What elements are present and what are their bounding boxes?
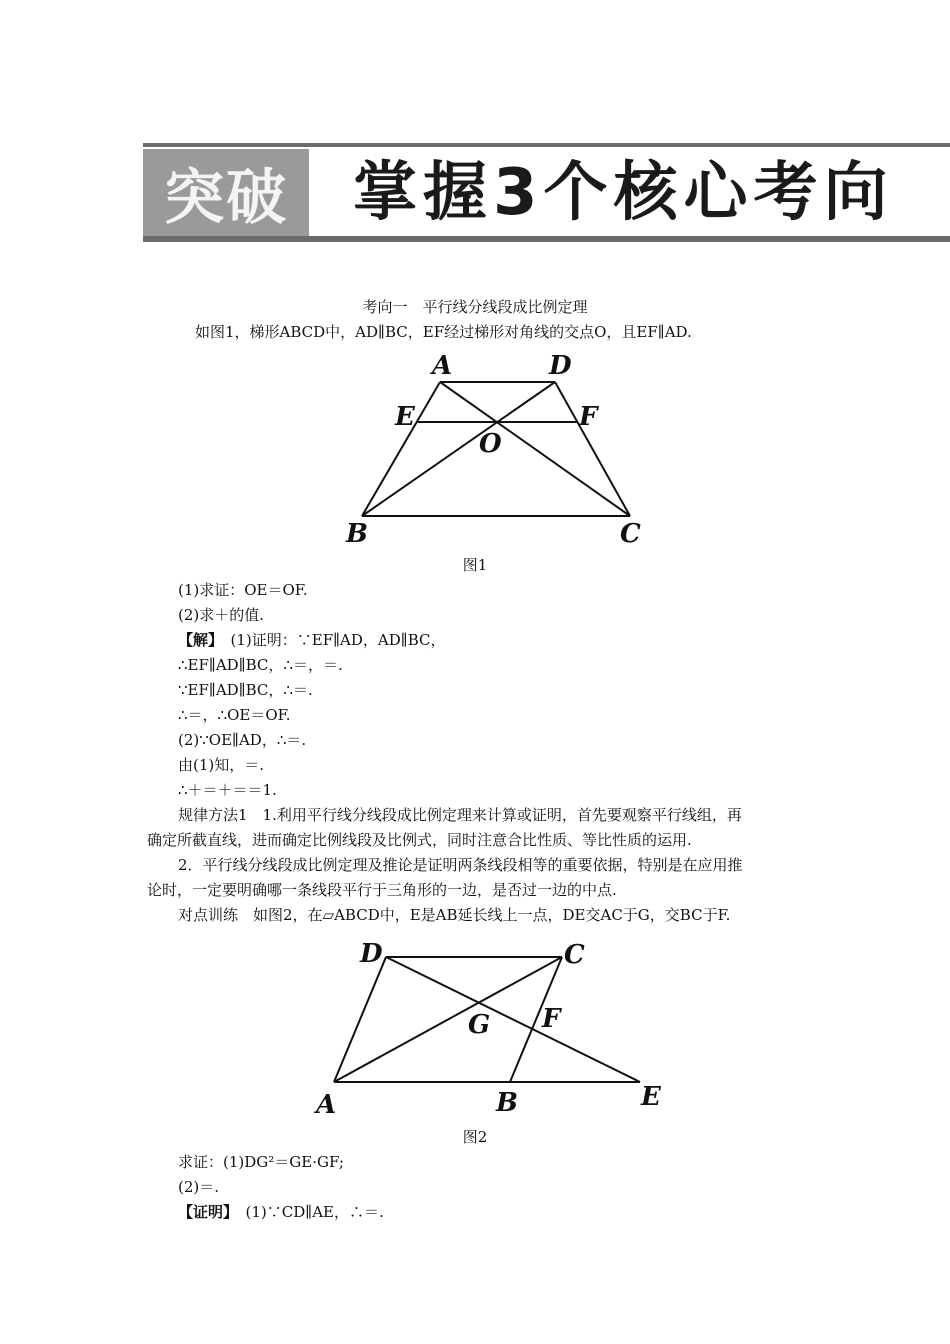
label-e: E (641, 1082, 661, 1112)
section-heading: 考向一 平行线分线段成比例定理 (362, 298, 588, 316)
practice-intro: 对点训练 如图2，在▱ABCD中，E是AB延长线上一点，DE交AC于G，交BC于F. (178, 906, 731, 924)
proof-text-1: (1)∵CD∥AE，∴＝. (230, 1203, 384, 1221)
chapter-banner (143, 143, 950, 243)
method-line-4: 论时，一定要明确哪一条线段平行于三角形的一边，是否过一边的中点. (147, 881, 617, 899)
figure-1-caption: 图1 (462, 556, 488, 574)
question-1: (1)求证：OE＝OF. (178, 581, 308, 599)
figure-1-trapezoid (340, 350, 660, 550)
segment-de (386, 957, 640, 1082)
segment-ad (334, 957, 386, 1082)
banner-label-box (143, 149, 309, 236)
figure-2-parallelogram (300, 935, 700, 1125)
diagonal-ac (334, 957, 562, 1082)
banner-top-rule (143, 143, 950, 147)
label-f: F (579, 402, 598, 432)
label-f: F (542, 1004, 561, 1034)
prove-line-2: (2)＝. (178, 1178, 220, 1196)
solution-line-4: ∴＝，∴OE＝OF. (178, 706, 291, 724)
label-a: A (432, 351, 453, 381)
label-c: C (620, 519, 641, 549)
problem-intro: 如图1，梯形ABCD中，AD∥BC，EF经过梯形对角线的交点O，且EF∥AD. (195, 323, 692, 341)
solution-text-1: (1)证明：∵EF∥AD，AD∥BC， (215, 631, 446, 649)
diagonal-ac (440, 382, 630, 516)
solution-line-3: ∵EF∥AD∥BC，∴＝. (178, 681, 313, 699)
solution-line-7: ∴＋＝＋＝＝1. (178, 781, 277, 799)
label-c: C (564, 940, 585, 970)
method-line-2: 确定所截直线，进而确定比例线段及比例式，同时注意合比性质、等比性质的运用. (147, 831, 692, 849)
diagonal-bd (362, 382, 555, 516)
banner-title: 掌握3个核心考向 (353, 156, 894, 230)
label-g: G (468, 1010, 491, 1040)
method-line-1: 规律方法1 1.利用平行线分线段成比例定理来计算或证明，首先要观察平行线组，再 (178, 806, 742, 824)
label-e: E (395, 402, 415, 432)
proof-line-1 (178, 1202, 384, 1222)
label-a: A (316, 1090, 337, 1120)
label-b: B (346, 519, 368, 549)
question-2: (2)求＋的值. (178, 606, 265, 624)
label-d: D (360, 939, 383, 969)
prove-line-1: 求证：(1)DG²＝GE·GF; (178, 1153, 344, 1171)
label-d: D (549, 351, 572, 381)
label-b: B (496, 1088, 518, 1118)
banner-label: 突破 (164, 162, 288, 233)
solution-line-2: ∴EF∥AD∥BC，∴＝，＝. (178, 656, 343, 674)
method-line-3: 2．平行线分线段成比例定理及推论是证明两条线段相等的重要依据，特别是在应用推 (178, 856, 743, 874)
label-o: O (479, 429, 502, 459)
figure-2-caption: 图2 (462, 1128, 488, 1146)
banner-bottom-rule (143, 236, 950, 242)
solution-line-1 (178, 630, 445, 650)
proof-tag: 【证明】 (178, 1203, 231, 1221)
solution-line-6: 由(1)知，＝. (178, 756, 265, 774)
solution-line-5: (2)∵OE∥AD，∴＝. (178, 731, 307, 749)
solution-tag: 【解】 (178, 631, 216, 649)
